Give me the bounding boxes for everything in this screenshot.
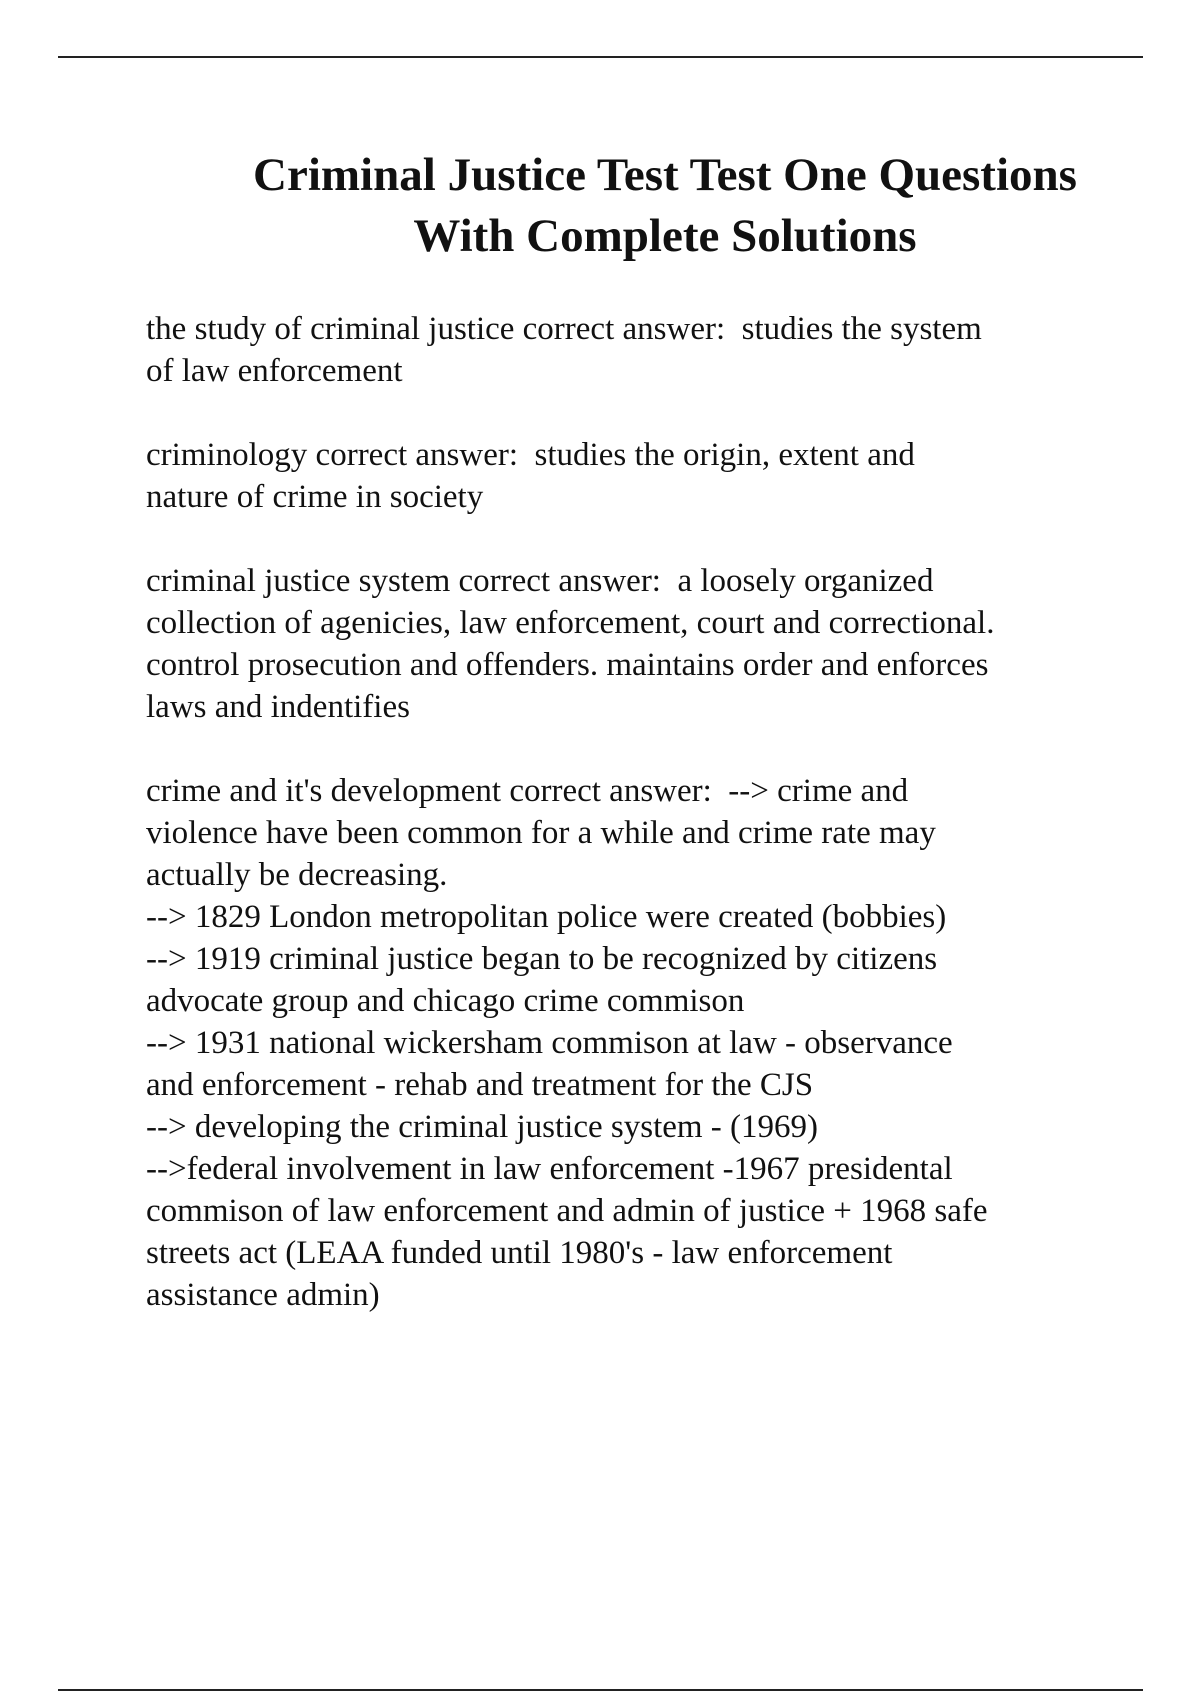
bottom-rule [58, 1689, 1143, 1691]
entry-line: actually be decreasing. [146, 857, 448, 893]
top-rule [58, 56, 1143, 58]
entry-line: and enforcement - rehab and treatment for the CJS [146, 1067, 814, 1103]
title-line-2: With Complete Solutions [413, 210, 917, 262]
entry-line: laws and indentifies [146, 689, 410, 725]
entry-line: violence have been common for a while and crime rate may [146, 815, 936, 851]
entry-line: criminology correct answer: studies the origin, extent and [146, 437, 915, 473]
entry-line: crime and it's development correct answer: --> crime and [146, 773, 909, 809]
entry-line: --> 1829 London metropolitan police were created (bobbies) [146, 899, 947, 935]
qa-entry-criminology [146, 434, 1146, 518]
entry-line: streets act (LEAA funded until 1980's - law enforcement [146, 1235, 893, 1271]
qa-entry-crime-development [146, 770, 1146, 1316]
entry-line: commison of law enforcement and admin of justice + 1968 safe [146, 1193, 988, 1229]
entry-line: nature of crime in society [146, 479, 484, 515]
entry-line: collection of agenicies, law enforcement, court and correctional. [146, 605, 995, 641]
entry-line: --> developing the criminal justice system - (1969) [146, 1109, 819, 1145]
entry-line: -->federal involvement in law enforcement -1967 presidental [146, 1151, 953, 1187]
entry-line: assistance admin) [146, 1277, 380, 1313]
qa-entry-criminal-justice-system [146, 560, 1146, 728]
document-body [146, 308, 1146, 1358]
entry-line: --> 1919 criminal justice began to be recognized by citizens [146, 941, 938, 977]
entry-line: advocate group and chicago crime commison [146, 983, 745, 1019]
qa-entry-study-of-criminal-justice [146, 308, 1146, 392]
entry-line: of law enforcement [146, 353, 403, 389]
entry-line: --> 1931 national wickersham commison at law - observance [146, 1025, 953, 1061]
entry-line: control prosecution and offenders. maintains order and enforces [146, 647, 989, 683]
entry-line: criminal justice system correct answer: a loosely organized [146, 563, 934, 599]
page-title [100, 145, 1200, 267]
entry-line: the study of criminal justice correct answer: studies the system [146, 311, 982, 347]
title-line-1: Criminal Justice Test Test One Questions [253, 149, 1077, 201]
